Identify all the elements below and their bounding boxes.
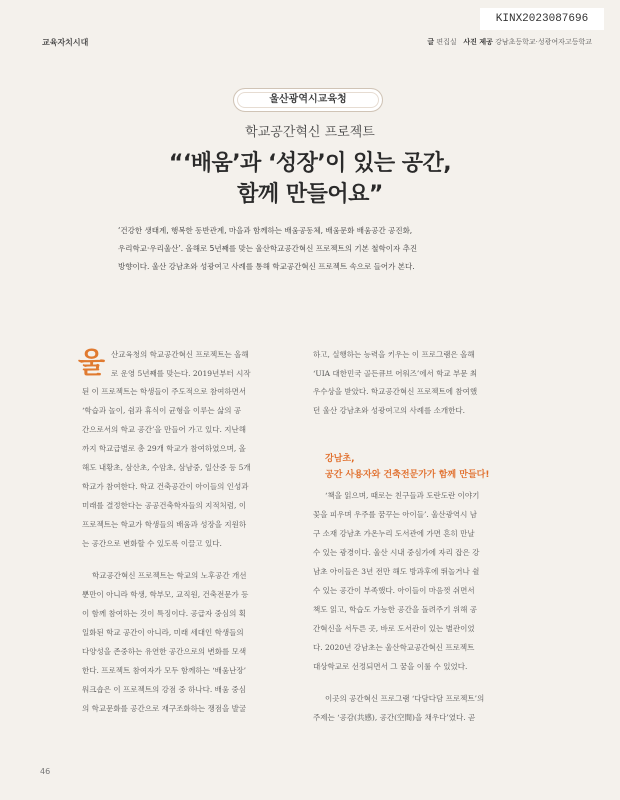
document-id-label: KINX2023087696: [480, 8, 604, 30]
body-right-line: ‘책을 읽으며, 때로는 친구들과 도란도란 이야기: [325, 491, 480, 500]
body-left-line: 해도 내황초, 삼산초, 수암초, 삼남중, 일산중 등 5개: [82, 463, 251, 472]
page-number: 46: [40, 767, 51, 776]
article-subtitle: 학교공간혁신 프로젝트: [245, 125, 375, 140]
credit-photo-label: 사진 제공: [463, 38, 493, 46]
body-right-line: 대상학교로 선정되면서 그 꿈을 이룰 수 있었다.: [313, 662, 468, 671]
body-right-line: 남초 아이들은 3년 전만 해도 방과후에 뛰놀거나 쉴: [313, 567, 480, 576]
body-left-line: 는 공간으로 변화할 수 있도록 이끌고 있다.: [82, 539, 222, 548]
body-left-line: 워크숍은 이 프로젝트의 강점 중 하나다. 배움 중심: [82, 685, 246, 694]
body-left-line: 로 운영 5년째를 맞는다. 2019년부터 시작: [111, 369, 251, 378]
credits: [300, 37, 592, 47]
body-right-line: 수 있는 공간이 부족했다. 아이들이 마음껏 쉬면서: [313, 586, 475, 595]
section-label: 교육자치시대: [42, 38, 89, 47]
lead-line-3: 방향이다. 울산 강남초와 성광여고 사례를 통해 학교공간혁신 프로젝트 속으로 들어가 본다.: [118, 262, 415, 271]
organization-badge: 울산광역시교육청: [269, 94, 347, 105]
body-right-line: 우수상을 받았다. 학교공간혁신 프로젝트에 참여했: [313, 387, 478, 396]
drop-cap: 울: [78, 346, 106, 379]
credit-text-label: 글: [427, 38, 435, 46]
headline-line-1: “‘배움’과 ‘성장’이 있는 공간,: [168, 151, 452, 176]
body-left-line: 학교공간혁신 프로젝트는 학교의 노후공간 개선: [92, 571, 247, 580]
credit-text-value: 편집실: [436, 38, 457, 46]
body-right-line: 책도 읽고, 학습도 가능한 공간을 돌려주기 위해 공: [313, 605, 477, 614]
body-right-line: 다. 2020년 강남초는 울산학교공간혁신 프로젝트: [313, 643, 475, 652]
body-right-line: 꽃을 피우며 우주를 꿈꾸는 아이들’. 울산광역시 남: [313, 510, 477, 519]
body-right-line: 수 있는 광경이다. 울산 시내 중심가에 자리 잡은 강: [313, 548, 480, 557]
body-left-line: 이 함께 참여하는 것이 특징이다. 공급자 중심의 획: [82, 609, 246, 618]
body-right-line: 주제는 ‘공감(共感), 공간(空間)을 채우다’였다. 곧: [313, 713, 476, 722]
subhead-line-2: 공간 사용자와 건축전문가가 함께 만들다!: [325, 470, 490, 480]
body-left-line: 미래를 결정한다는 공공건축학자들의 지적처럼, 이: [82, 501, 247, 510]
body-right-line: 구 소재 강남초 가온누리 도서관에 가면 흔히 만날: [313, 529, 475, 538]
body-left-line: 학교가 참여한다. 학교 건축공간이 아이들의 인성과: [82, 482, 249, 491]
lead-line-2: 우리학교·우리울산’. 올해로 5년째를 맞는 울산학교공간혁신 프로젝트의 기본 철학이자 추진: [118, 244, 418, 253]
body-left-line: 다양성을 존중하는 유연한 공간으로의 변화를 모색: [82, 647, 247, 656]
body-left-line: 뿐만이 아니라 학생, 학부모, 교직원, 건축전문가 등: [82, 590, 249, 599]
body-left-line: 간으로서의 학교 공간’을 만들어 가고 있다. 지난해: [82, 425, 246, 434]
body-left-line: 일화된 학교 공간이 아니라, 미래 세대인 학생들의: [82, 628, 244, 637]
lead-line-1: ‘건강한 생태계, 행복한 동반관계, 마을과 함께하는 배움공동체, 배움문화 배움공간 공진화,: [118, 226, 413, 235]
body-right-line: 던 울산 강남초와 성광여고의 사례를 소개한다.: [313, 406, 465, 415]
body-right-line: ‘UIA 대한민국 골든큐브 어워즈’에서 학교 부문 최: [313, 369, 478, 378]
body-right-line: 이곳의 공간혁신 프로그램 ‘다담다담 프로젝트’의: [325, 694, 485, 703]
body-left-line: 의 학교문화를 공간으로 재구조화하는 쟁점을 발굴: [82, 704, 247, 713]
body-left-line: 한다. 프로젝트 참여자가 모두 함께하는 ‘배움난장’: [82, 666, 246, 675]
body-left-line: 산교육청의 학교공간혁신 프로젝트는 올해: [111, 350, 249, 359]
body-left-line: ‘학습과 놀이, 쉼과 휴식이 균형을 이루는 삶의 공: [82, 406, 242, 415]
body-right-line: 하고, 실행하는 능력을 키우는 이 프로그램은 올해: [313, 350, 475, 359]
body-left-line: 까지 학교급별로 총 29개 학교가 참여하였으며, 올: [82, 444, 246, 453]
subhead-line-1: 강남초,: [325, 454, 355, 464]
body-left-line: 된 이 프로젝트는 학생들이 주도적으로 참여하면서: [82, 387, 247, 396]
body-right-line: 간혁신을 서두른 곳, 바로 도서관이 있는 별관이었: [313, 624, 475, 633]
headline-line-2: 함께 만들어요”: [237, 182, 383, 207]
body-left-line: 프로젝트는 학교가 학생들의 배움과 성장을 지원하: [82, 520, 247, 529]
credit-photo-value: 강남초등학교·성광여자고등학교: [495, 38, 592, 46]
